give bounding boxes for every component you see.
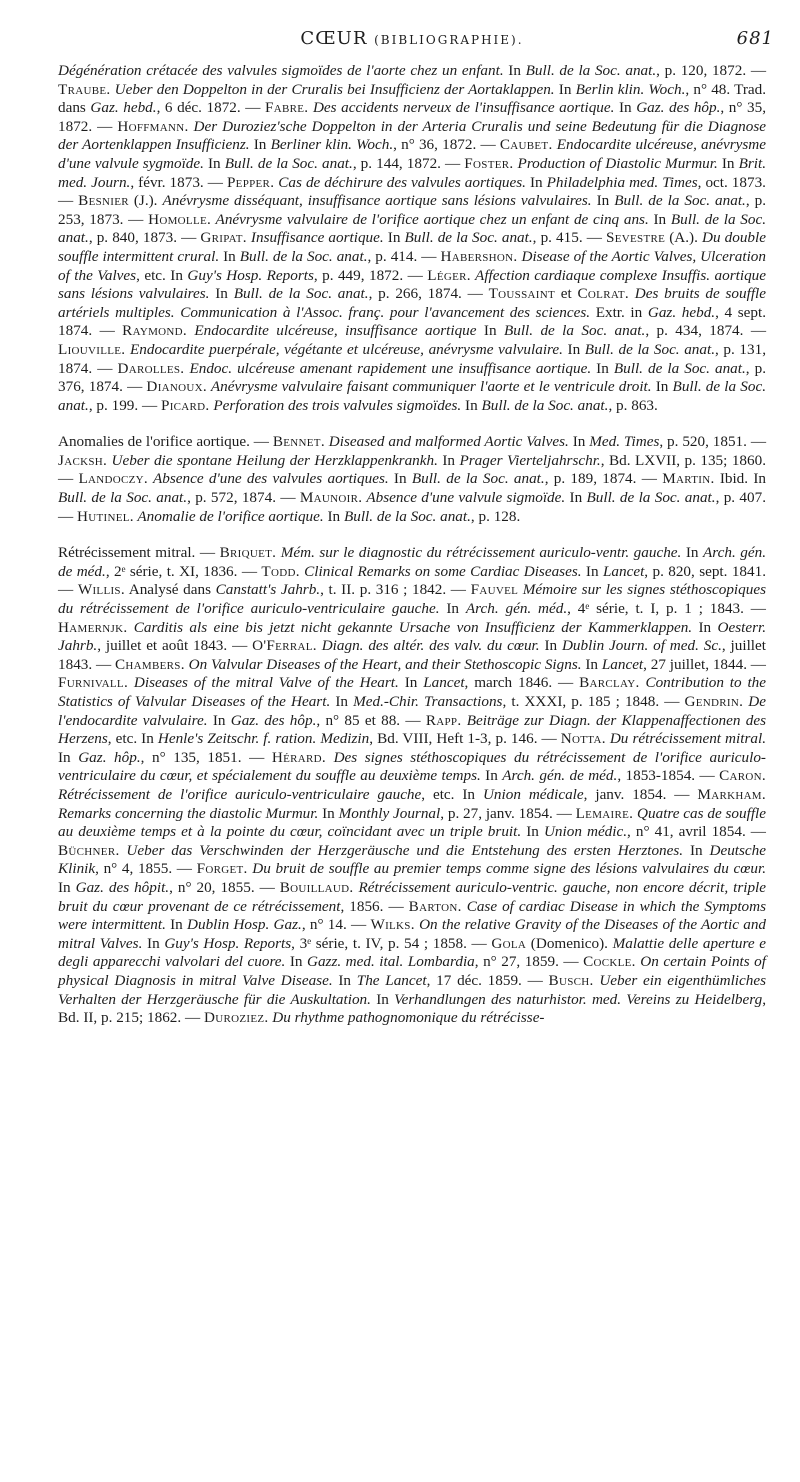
citation-text: , p. 376, 1874. — [58,359,767,396]
citation-title: Prager Vierteljahrschr. [459,451,601,469]
author-name: Barclay. [579,674,640,692]
citation-title: Bull. de la Soc. anat. [58,489,188,507]
author-name: Hoffmann. [117,117,189,135]
citation-title: Guy's Hosp. Reports [187,266,314,284]
author-name: Gendrin. [684,693,744,710]
citation-text: In [253,136,271,154]
author-name: Busch. [548,971,594,989]
citation-text: et [554,285,578,303]
author-name: Bennet. [272,433,325,451]
citation-text: In [393,470,412,488]
citation-text: In [483,322,504,340]
author-name: Hamernjk. [58,618,128,636]
citation-title: Absence d'une des valvules aortiques. [148,470,394,488]
citation-title: Verhandlungen des naturhistor. med. Vereins zu Heidelberg [394,990,763,1008]
citation-text: , p. 449, 1872. — [313,266,428,284]
citation-text: , juillet et août 1843. — [97,637,253,655]
citation-title: Lancet [423,674,465,692]
citation-text: In [653,210,671,228]
author-name: Pepper. [226,173,275,191]
author-name: Martin. [662,470,715,488]
citation-text: In [465,396,482,414]
citation-text: , n° 4, 1855. — [95,860,197,878]
citation-text: In [596,359,614,377]
citation-text: In [404,674,424,692]
citation-title: Endoc. ulcéreuse amenant rapidement une insuffisance aortique. [184,359,597,377]
citation-text: , p. 131, 1874. — [58,340,766,377]
citation-title: Du bruit de souffle au premier temps comme signe des lésions valvulaires du cœur. [247,860,766,878]
citation-title: Gaz. des hôpit. [75,878,170,896]
citation-text: , 4ᵉ série, t. I, p. 1 ; 1843. — [567,600,766,618]
citation-text: In [529,173,547,191]
citation-text: , p. 572, 1874. — [187,489,300,507]
citation-title: Du double souffle intermittent crural. [58,229,766,265]
citation-text: In [698,618,718,636]
citation-title: Bull. de la Soc. anat. [239,247,368,265]
author-name: Markham. [697,785,766,803]
citation-title: Gaz. hôp. [78,748,141,766]
citation-text: In [721,154,739,172]
author-name: Gola [491,934,527,952]
author-name: Hérard. [271,748,327,766]
citation-text: Rétrécissement mitral. — [58,544,220,562]
citation-text: , p. 820, sept. 1841. — [58,562,766,599]
citation-title: Bull. de la Soc. anat. [525,62,657,79]
citation-text: , n° 48. Trad. dans [58,80,767,117]
citation-title: Arch. gén. de méd. [58,544,767,580]
citation-title: Med.-Chir. Transactions [353,693,503,710]
citation-text: , oct. 1873. — [58,173,766,210]
citation-text: , 27 juillet, 1844. — [643,655,766,673]
header-title-text: CŒUR [300,28,368,49]
author-name: Rapp. [425,711,462,729]
citation-title: On the relative Gravity of the Diseases of the Aortic and mitral Valves. [58,916,767,952]
author-name: Homolle. [148,210,212,228]
header-subtitle: (BIBLIOGRAPHIE). [374,33,524,47]
citation-text: , n° 41, avril 1854. — [627,823,766,841]
citation-text: , Bd. VIII, Heft 1-3, p. 146. — [369,730,561,748]
citation-title: Diseases of the mitral Valve of the Heart. [128,674,405,692]
citation-title: On certain Points of physical Diagnosis in mitral Valve Disease. [58,953,766,989]
citation-title: Beiträge zur Diagn. der Klappenaffectionen des Herzens [58,711,766,748]
citation-title: Endocardite ulcéreuse, insuffisance aortique [186,322,484,340]
citation-title: Malattie delle aperture e degli apparecchi valvolari del cuore. [58,934,766,971]
citation-title: Arch. gén. méd. [465,600,568,618]
citation-text: (A.). [665,229,702,247]
citation-text: In [212,711,231,729]
citation-title: On Valvular Diseases of the Heart, and their Stethoscopic Signs. [184,655,586,673]
author-name: Caron. [719,767,766,785]
citation-text: , juillet 1843. — [58,637,766,673]
citation-title: Perforation des trois valvules sigmoïdes. [209,396,466,414]
citation-title: Diseased and malformed Aortic Valves. [324,433,573,451]
citation-text: In [58,748,79,766]
citation-text: , p. 415. — [532,229,606,247]
citation-text: , 2ᵉ série, t. XI, 1836. — [105,562,262,580]
author-name: Büchner. [58,841,120,859]
citation-title: Brit. med. Journ. [58,154,767,191]
citation-text: In [544,637,562,655]
paragraph-aortic-insufficiency [58,62,766,415]
citation-text: In [446,600,466,618]
citation-text: In [322,804,339,822]
author-name: Foster. [464,154,514,172]
author-name: Furnivall. [58,674,129,692]
citation-title: De l'endocardite valvulaire. [58,693,767,729]
author-name: Raymond. [122,322,187,340]
citation-title: Union médicale [482,785,584,803]
author-name: Gripat. [200,229,247,247]
citation-text: , p. 520, 1851. — [659,433,766,451]
author-name: Léger. [427,266,471,284]
citation-title: Quatre cas de souffle au deuxième temps et à la pointe du cœur, coïncidant avec un triple bruit. [58,804,767,841]
citation-text: , 6 déc. 1872. — [156,99,265,117]
citation-title: Cas de déchirure des valvules aortiques. [274,173,530,191]
citation-text: Analysé dans [124,581,216,599]
citation-text: In [338,971,357,989]
author-name: Notta. [560,730,606,748]
citation-text: , n° 36, 1872. — [393,136,500,154]
citation-text: , p. 253, 1873. — [58,192,766,228]
citation-title: Du rhythme pathognomonique du rétrécisse- [268,1009,545,1027]
citation-title: Mém. sur le diagnostic du rétrécissement auriculo-ventr. gauche. [276,544,686,562]
citation-title: Anévrysme disséquant, insuffisance aortique sans lésions valvulaires. [162,192,597,210]
citation-text: , p. 128. [470,507,521,525]
citation-text: In [442,451,460,469]
citation-title: Du rétrécissement mitral. [605,730,766,748]
citation-text: , n° 135, 1851. — [140,748,272,766]
citation-title: Bull. de la Soc. anat. [411,470,545,488]
citation-title: The Lancet [356,971,427,989]
citation-title: Lancet [601,655,644,673]
citation-title: Gaz. hebd. [90,99,157,117]
citation-text: , n° 27, 1859. — [474,953,584,971]
paragraph-mitral-stenosis [58,544,766,1027]
citation-text: , janv. 1854. — [583,785,698,803]
citation-title: Bull. de la Soc. anat. [614,192,746,210]
author-name: Toussaint [488,285,555,303]
citation-text: In [485,767,503,785]
citation-title: Disease of the Aortic Valves, Ulceration of the Valves [58,247,766,284]
citation-title: Monthly Journal [338,804,441,822]
header-title [300,28,523,49]
citation-title: Der Duroziez'sche Doppelton in der Arteria Cruralis und seine Bedeutung für die Diagnose der Aortenklappen Insufficienz. [58,117,767,154]
author-name: Fabre. [265,99,309,117]
citation-title: Bull. de la Soc. anat. [224,154,353,172]
author-name: Caubet. [499,136,553,154]
citation-title: Des accidents nerveux de l'insuffisance aortique. [308,99,619,117]
author-name: Liouville. [58,340,126,358]
citation-text: , 1853-1854. — [617,767,720,785]
citation-text: , 4 sept. 1874. — [58,303,766,340]
author-name: Landoczy. [78,470,149,488]
citation-text: In [387,229,405,247]
citation-text: , n° 14. — [301,916,371,934]
citation-text: In [508,62,526,79]
citation-text: , t. II. p. 316 ; 1842. — [320,581,471,599]
author-name: Todd. [261,562,300,580]
citation-title: Bull. de la Soc. anat. [404,229,533,247]
citation-text: , etc. In [421,785,483,803]
author-name: Lemaire. [575,804,634,822]
citation-text: (Domenico). [526,934,613,952]
author-name: Dianoux. [146,378,207,396]
citation-title: Bull. de la Soc. anat. [58,378,767,414]
citation-title: Ueber den Doppelton in der Cruralis bei Insufficienz der Aortaklappen. [110,80,559,98]
citation-text: In [376,990,395,1008]
citation-text: , p. 144, 1872. — [352,154,465,172]
citation-title: Gaz. des hôp. [636,99,721,117]
citation-text: , p. 407. — [58,489,766,525]
author-name: Duroziez. [203,1009,269,1027]
citation-title: Case of cardiac Disease in which the Symptoms were intermittent. [58,897,767,934]
citation-text: , févr. 1873. — [130,173,227,191]
citation-title: Gaz. des hôp. [230,711,317,729]
paragraph-aortic-anomalies [58,433,766,526]
citation-title: Bull. de la Soc. anat. [481,396,609,414]
citation-text: , etc. In [136,266,188,284]
citation-text: In [170,916,188,934]
citation-title: Absence d'une valvule sigmoïde. [362,489,570,507]
citation-title: Clinical Remarks on some Cardiac Diseases. [299,562,586,580]
citation-title: Dublin Hosp. Gaz. [187,916,302,934]
citation-title: Gaz. hebd. [647,303,716,321]
citation-title: Insuffisance aortique. [246,229,388,247]
author-name: Willis. [77,581,125,599]
citation-title: Anomalie de l'orifice aortique. [133,507,328,525]
citation-title: Des signes stéthoscopiques du rétrécissement de l'orifice auriculo-ventriculaire du cœur, et spécialement du souffle au deuxième temps. [58,748,766,785]
citation-title: Gazz. med. ital. Lombardia [306,953,475,971]
citation-title: Dublin Journ. of med. Sc. [561,637,722,655]
citation-text: , p. 120, 1872. — [656,62,767,79]
citation-title: Canstatt's Jahrb. [215,581,321,599]
citation-text: In [335,693,354,710]
citation-title: Bull. de la Soc. anat. [613,359,746,377]
citation-title: Contribution to the Statistics of Valvular Diseases of the Heart. [58,674,767,710]
citation-title: Ueber ein eigenthümliches Verhalten der Herzgeräusche für die Auskultation. [58,971,766,1008]
citation-title: Carditis als eine bis jetzt nicht gekannte Ursache von Insufficienz der Kammerklappen. [127,618,699,636]
author-name: Chambers. [115,655,185,673]
page-number: 681 [736,28,774,49]
citation-text: , p. 27, janv. 1854. — [440,804,576,822]
citation-title: Diagn. des altér. des valv. du cœur. [316,637,545,655]
author-name: Barton. [408,897,462,915]
citation-title: Ueber das Verschwinden der Herzgeräusche und die Entstehung des ersten Herztones. [119,841,690,859]
citation-text: In [596,192,615,210]
citation-title: Berliner klin. Woch. [270,136,394,154]
citation-text: In [569,489,587,507]
citation-title: Des bruits de souffle artériels multiples. Communication à l'Assoc. franç. pour l'avancement des sciences. [58,285,766,321]
citation-text: In [526,823,544,841]
author-name: Cockle. [583,953,636,971]
citation-title: Ueber die spontane Heilung der Herzklappenkrankh. [107,451,443,469]
citation-title: Rétrécissement de l'orifice auriculo-ventriculaire gauche [58,785,422,803]
citation-text: , p. 189, 1874. — [544,470,663,488]
citation-title: Dégénération crétacée des valvules sigmoïdes de l'aorte chez un enfant. [58,62,509,79]
citation-text: , p. 266, 1874. — [368,285,489,303]
author-name: Jacksh. [58,451,108,469]
author-name: Fauvel [470,581,519,599]
citation-text: In [585,655,602,673]
citation-text: In [215,285,234,303]
citation-text: , p. 414. — [367,247,441,265]
author-name: Briquet. [219,544,277,562]
citation-text: Anomalies de l'orifice aortique. — [58,433,273,451]
citation-title: Anévrysme valvulaire de l'orifice aortique chez un enfant de cinq ans. [211,210,654,228]
citation-title: Endocardite puerpérale, végétante et ulcéreuse, anévrysme valvulaire. [125,340,568,358]
author-name: Darolles. [117,359,185,377]
citation-text: , n° 85 et 88. — [316,711,426,729]
author-name: Besnier [78,192,129,210]
citation-text: In [567,340,585,358]
citation-title: Bull. de la Soc. anat. [58,210,766,247]
citation-text: In [58,878,76,896]
citation-text: , etc. In [107,730,158,748]
citation-title: Endocardite ulcéreuse, anévrysme d'une valvule sygmoïde. [58,136,766,172]
citation-title: Mémoire sur les signes stéthoscopiques du rétrécissement de l'orifice auriculo-ventriculaire gauche. [58,581,766,618]
citation-text: In [208,154,225,172]
citation-title: Production of Diastolic Murmur. [513,154,722,172]
citation-text: In [572,433,590,451]
citation-title: Guy's Hosp. Reports [164,934,292,952]
citation-title: Henle's Zeitschr. f. ration. Medizin [157,730,370,748]
citation-text: , t. XXXI, p. 185 ; 1848. — [502,693,685,710]
citation-title: Philadelphia med. Times [546,173,698,191]
citation-text: , p. 840, 1873. — [88,229,201,247]
citation-title: Bull. de la Soc. anat. [343,507,471,525]
citation-text: , Bd. LXVII, p. 135; 1860. — [58,451,766,488]
citation-text: In [223,247,240,265]
author-name: Sevestre [606,229,666,247]
author-name: Maunoir. [299,489,363,507]
citation-text: , march 1846. — [464,674,580,692]
author-name: Habershon. [440,247,518,265]
author-name: Bouillaud. [279,878,354,896]
citation-text: , p. 434, 1874. — [645,322,767,340]
citation-text: Ibid. In [714,470,766,488]
citation-title: Rétrécissement auriculo-ventric. gauche, non encore décrit, triple bruit du cœur provenant de ce rétrécissement [58,878,767,915]
citation-text: , p. 199. — [88,396,161,414]
citation-title: Oesterr. Jahrb. [58,618,766,655]
citation-text: , 3ᵉ série, t. IV, p. 54 ; 1858. — [291,934,492,952]
citation-title: Med. Times [589,433,660,451]
citation-title: Bull. de la Soc. anat. [584,340,716,358]
citation-text: Extr. in [595,303,648,321]
citation-title: Bull. de la Soc. anat. [503,322,646,340]
citation-text: In [289,953,307,971]
citation-text: In [585,562,603,580]
author-name: Hutinel. [76,507,134,525]
citation-text: , n° 35, 1872. — [58,99,766,135]
author-name: Colrat. [577,285,629,303]
citation-title: Anévrysme valvulaire faisant communiquer l'aorte et le ventricule droit. [206,378,656,396]
author-name: Picard. [160,396,210,414]
author-name: Traube. [58,80,111,98]
citation-title: Bull. de la Soc. anat. [586,489,716,507]
citation-title: Berlin klin. Woch. [575,80,686,98]
citation-text: In [685,544,704,562]
citation-title: Affection cardiaque complexe Insuffis. aortique sans lésions valvulaires. [58,266,767,303]
citation-text: , 1856. — [340,897,409,915]
citation-title: Union médic. [543,823,628,841]
author-name: Wilks. [370,916,415,934]
citation-text: (J.). [128,192,163,210]
citation-text: In [147,934,165,952]
citation-title: Lancet [602,562,645,580]
citation-title: Deutsche Klinik [58,841,766,878]
running-header [58,28,774,56]
citation-text: , n° 20, 1855. — [169,878,280,896]
citation-text: In [655,378,673,396]
author-name: O'Ferral. [252,637,317,655]
citation-title: Bull. de la Soc. anat. [233,285,369,303]
citation-title: Arch. gén. de méd. [502,767,618,785]
citation-text: In [618,99,637,117]
citation-title: Remarks concerning the diastolic Murmur. [58,804,323,822]
citation-text: In [689,841,710,859]
citation-text: , 17 déc. 1859. — [426,971,549,989]
citation-text: , Bd. II, p. 215; 1862. — [58,990,766,1027]
citation-text: , p. 863. [608,396,658,414]
citation-text: In [327,507,344,525]
citation-text: In [558,80,576,98]
author-name: Forget. [196,860,248,878]
